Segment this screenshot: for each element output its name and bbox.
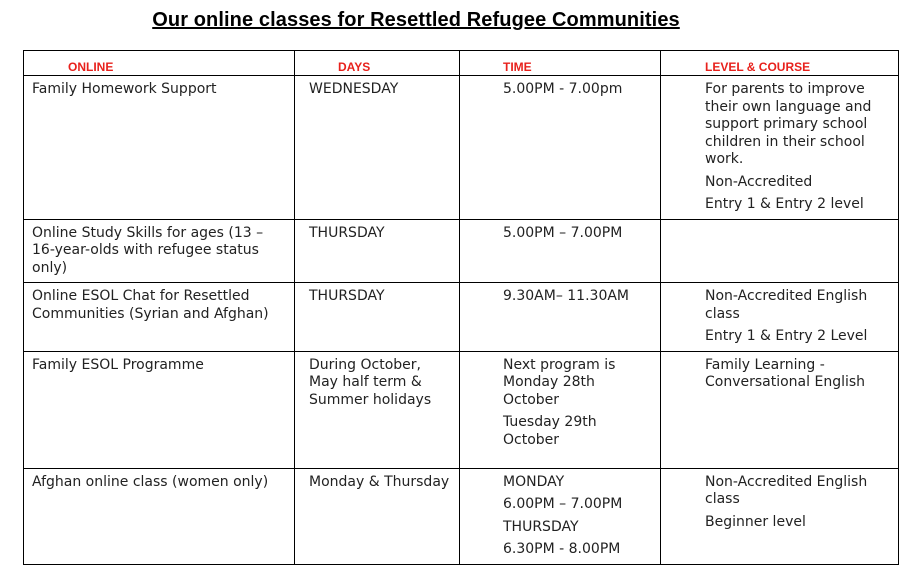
cell-text: MONDAY <box>503 473 565 490</box>
cell-text: Online Study Skills for ages (13 – 16-year-olds with refugee status only) <box>32 224 264 276</box>
cell-level-course <box>661 76 899 220</box>
header-time: TIME <box>460 51 661 76</box>
cell-level-course <box>661 283 899 352</box>
cell-time <box>460 219 661 283</box>
table-row <box>24 283 899 352</box>
cell-text: Family ESOL Programme <box>32 356 204 373</box>
cell-level-course <box>661 219 899 283</box>
cell-text: Non-Accredited English class <box>705 473 868 507</box>
cell-text: 5.00PM - 7.00pm <box>503 81 623 97</box>
cell-text: Next program is Monday 28th October <box>503 356 616 408</box>
cell-days <box>295 468 460 564</box>
cell-text: Online ESOL Chat for Resettled Communities (Syrian and Afghan) <box>32 288 269 322</box>
cell-time <box>460 76 661 220</box>
cell-level-course <box>661 351 899 468</box>
cell-text: 6.00PM – 7.00PM <box>503 496 623 512</box>
header-days: DAYS <box>295 51 460 76</box>
cell-text: Family Homework Support <box>32 81 217 97</box>
cell-text: THURSDAY <box>503 518 579 535</box>
cell-time <box>460 351 661 468</box>
classes-table <box>23 50 899 565</box>
cell-online <box>24 76 295 220</box>
cell-days <box>295 219 460 283</box>
cell-text: THURSDAY <box>309 224 385 241</box>
cell-level-course <box>661 468 899 564</box>
cell-online <box>24 219 295 283</box>
cell-text: Family Learning - Conversational English <box>705 356 866 390</box>
table-row <box>24 219 899 283</box>
cell-online <box>24 468 295 564</box>
cell-days <box>295 283 460 352</box>
table-header-row <box>24 51 899 76</box>
cell-time <box>460 468 661 564</box>
cell-text: Entry 1 & Entry 2 level <box>705 196 864 212</box>
cell-text: Monday & Thursday <box>309 473 450 490</box>
table-row <box>24 351 899 468</box>
table-row <box>24 76 899 220</box>
header-level-course: LEVEL & COURSE <box>661 51 899 76</box>
cell-text: For parents to improve their own language and support primary school children in their school work. <box>705 81 872 167</box>
cell-text: 9.30AM– 11.30AM <box>503 288 630 304</box>
page-title: Our online classes for Resettled Refugee Communities <box>152 9 680 31</box>
cell-text: Beginner level <box>705 513 806 530</box>
cell-online <box>24 283 295 352</box>
cell-text: During October, May half term & Summer holidays <box>309 356 432 408</box>
cell-text: Afghan online class (women only) <box>32 473 269 490</box>
cell-online <box>24 351 295 468</box>
cell-text: 6.30PM - 8.00PM <box>503 541 621 557</box>
cell-text: Entry 1 & Entry 2 Level <box>705 328 868 344</box>
cell-text: WEDNESDAY <box>309 81 399 97</box>
cell-text: Non-Accredited <box>705 173 813 190</box>
cell-time <box>460 283 661 352</box>
cell-days <box>295 76 460 220</box>
cell-days <box>295 351 460 468</box>
cell-text: THURSDAY <box>309 288 385 304</box>
header-online: ONLINE <box>24 51 295 76</box>
cell-text: Tuesday 29th October <box>503 414 597 448</box>
cell-text: Non-Accredited English class <box>705 288 868 322</box>
table-row <box>24 468 899 564</box>
cell-text: 5.00PM – 7.00PM <box>503 224 623 241</box>
